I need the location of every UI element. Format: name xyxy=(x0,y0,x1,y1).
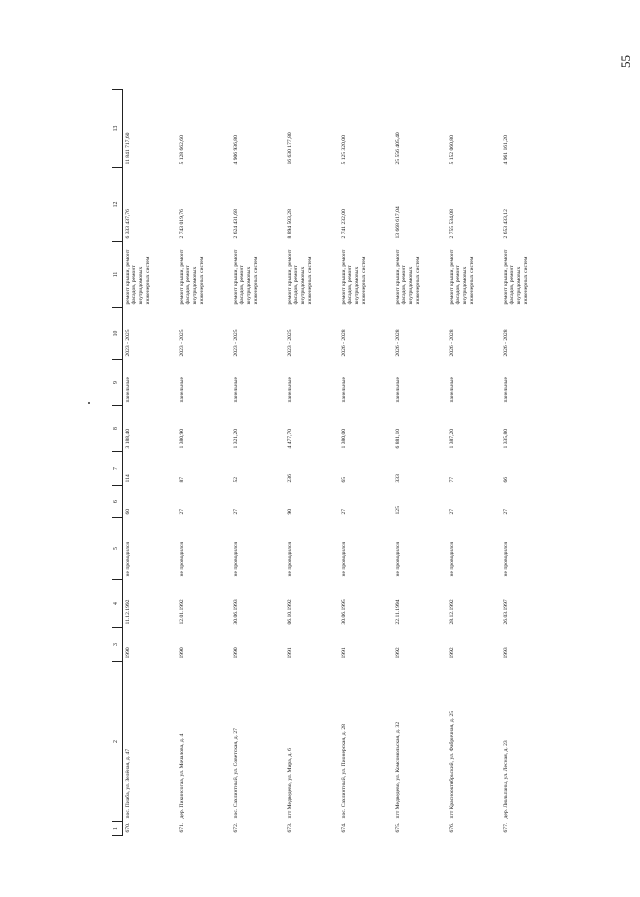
address-cell: дер. Люльпаны, ул. Лесная, д. 23 xyxy=(502,740,509,819)
period-cell: 2023 - 2025 xyxy=(286,329,293,357)
inspection-status-cell: не проводился xyxy=(394,542,401,577)
work-type-cell: ремонт крыши, ремонт фасадов, ремонт внутридомовых инженерных систем xyxy=(232,249,259,305)
wall-material-cell: панельные xyxy=(448,376,455,403)
period-cell: 2026 - 2028 xyxy=(340,329,347,357)
total-cost-cell: 4 906 936,80 xyxy=(232,135,239,165)
area-cell: 1 380,90 xyxy=(178,428,185,449)
col6-cell: 90 xyxy=(286,508,293,515)
period-cell: 2026 - 2028 xyxy=(502,329,509,357)
row-number: 673. xyxy=(286,822,293,833)
date-cell: 22.11.1994 xyxy=(394,599,401,625)
col6-cell: 27 xyxy=(232,508,239,515)
total-cost-cell: 5 125 320,00 xyxy=(340,135,347,165)
cost-cell: 2 653 433,12 xyxy=(502,209,509,239)
table-row xyxy=(122,90,177,836)
header-row xyxy=(112,90,122,836)
total-cost-cell: 5 152 060,80 xyxy=(448,135,455,165)
row-number: 676. xyxy=(448,822,455,833)
address-cell: пос. Сахлинтный, ул. Пионерская, д. 28 xyxy=(340,724,347,819)
total-cost-cell: 16 630 177,80 xyxy=(286,132,293,165)
address-cell: пос. Сахлинтный, ул. Советская, д. 27 xyxy=(232,728,239,819)
col7-cell: 114 xyxy=(124,474,131,483)
table-row xyxy=(339,90,393,836)
header-cell: 3 xyxy=(112,628,122,662)
cost-cell: 2 755 534,08 xyxy=(448,209,455,239)
col7-cell: 87 xyxy=(178,476,185,483)
header-cell: 9 xyxy=(112,360,122,406)
col6-cell: 27 xyxy=(448,508,455,515)
cost-cell: 2 743 019,76 xyxy=(178,209,185,239)
header-cell: 2 xyxy=(112,662,122,822)
year-built-cell: 1991 xyxy=(286,647,293,659)
header-cell: 11 xyxy=(112,242,122,308)
year-built-cell: 1991 xyxy=(340,647,347,659)
header-cell: 6 xyxy=(112,486,122,518)
col7-cell: 333 xyxy=(394,474,401,483)
address-cell: пгт Краснооктябрьский, ул. Фабричная, д. 25 xyxy=(448,710,455,819)
inspection-status-cell: не проводился xyxy=(286,542,293,577)
col7-cell: 52 xyxy=(232,476,239,483)
inspection-status-cell: не проводился xyxy=(448,542,455,577)
table-row xyxy=(393,90,447,836)
wall-material-cell: панельные xyxy=(502,376,509,403)
work-type-cell: ремонт крыши, ремонт фасадов, ремонт внутридомовых инженерных систем xyxy=(502,249,529,305)
cost-cell: 8 894 503,28 xyxy=(286,209,293,239)
area-cell: 1 380,00 xyxy=(340,428,347,449)
period-cell: 2026 - 2028 xyxy=(448,329,455,357)
work-type-cell: ремонт крыши, ремонт фасадов, ремонт внутридомовых инженерных систем xyxy=(394,249,421,305)
row-number: 677. xyxy=(502,822,509,833)
table-row xyxy=(231,90,285,836)
rotated-table xyxy=(112,90,534,836)
area-cell: 1 321,20 xyxy=(232,428,239,449)
cost-cell: 2 624 431,68 xyxy=(232,209,239,239)
col6-cell: 27 xyxy=(502,508,509,515)
year-built-cell: 1990 xyxy=(232,647,239,659)
wall-material-cell: панельные xyxy=(340,376,347,403)
header-cell: 13 xyxy=(112,90,122,168)
header-cell: 10 xyxy=(112,308,122,360)
work-type-cell: ремонт крыши, ремонт фасадов, ремонт внутридомовых инженерных систем xyxy=(286,249,313,305)
header-cell: 1 xyxy=(112,822,122,836)
col6-cell: 27 xyxy=(340,508,347,515)
year-built-cell: 1990 xyxy=(124,647,131,659)
col7-cell: 66 xyxy=(502,476,509,483)
total-cost-cell: 4 961 161,20 xyxy=(502,135,509,165)
date-cell: 30.06.1993 xyxy=(232,599,239,625)
work-type-cell: ремонт крыши, ремонт фасадов, ремонт внутридомовых инженерных систем xyxy=(448,249,475,305)
period-cell: 2023 - 2025 xyxy=(124,329,131,357)
period-cell: 2026 - 2028 xyxy=(394,329,401,357)
row-number: 670. xyxy=(124,822,131,833)
area-cell: 3 188,40 xyxy=(124,428,131,449)
col6-cell: 125 xyxy=(394,506,401,515)
row-number: 675. xyxy=(394,822,401,833)
address-cell: пгт Медведево, ул. Комсомольская, д. 32 xyxy=(394,721,401,819)
row-number: 672. xyxy=(232,822,239,833)
inspection-status-cell: не проводился xyxy=(124,542,131,577)
work-type-cell: ремонт крыши, ремонт фасадов, ремонт внутридомовых инженерных систем xyxy=(340,249,367,305)
area-cell: 1 387,20 xyxy=(448,428,455,449)
inspection-status-cell: не проводился xyxy=(340,542,347,577)
header-cell: 7 xyxy=(112,452,122,486)
row-number: 671. xyxy=(178,822,185,833)
work-type-cell: ремонт крыши, ремонт фасадов, ремонт внутридомовых инженерных систем xyxy=(178,249,205,305)
address-cell: дер. Пикинсогаа, ул. Мочалова, д. 4 xyxy=(178,733,185,819)
col7-cell: 65 xyxy=(340,476,347,483)
period-cell: 2023 - 2025 xyxy=(232,329,239,357)
table-row xyxy=(447,90,501,836)
cost-cell: 13 668 617,04 xyxy=(394,206,401,239)
inspection-status-cell: не проводился xyxy=(502,542,509,577)
year-built-cell: 1993 xyxy=(502,647,509,659)
total-cost-cell: 25 556 405,40 xyxy=(394,132,401,165)
total-cost-cell: 11 841 717,60 xyxy=(124,132,131,165)
inspection-status-cell: не проводился xyxy=(178,542,185,577)
cost-cell: 2 741 232,00 xyxy=(340,209,347,239)
header-cell: 5 xyxy=(112,518,122,580)
header-cell: 4 xyxy=(112,580,122,628)
row-number: 674. xyxy=(340,822,347,833)
page-number: 55 xyxy=(618,55,633,68)
wall-material-cell: панельные xyxy=(394,376,401,403)
date-cell: 28.12.1992 xyxy=(448,599,455,625)
table-row xyxy=(285,90,339,836)
year-built-cell: 1992 xyxy=(394,647,401,659)
wall-material-cell: панельные xyxy=(124,376,131,403)
header-cell: 12 xyxy=(112,168,122,242)
area-cell: 4 477,70 xyxy=(286,428,293,449)
table-row xyxy=(501,90,555,836)
year-built-cell: 1990 xyxy=(178,647,185,659)
work-type-cell: ремонт крыши, ремонт фасадов, ремонт внутридомовых инженерных систем xyxy=(124,249,151,305)
date-cell: 30.06.1995 xyxy=(340,599,347,625)
address-cell: пгт Медведево, ул. Мира, д. 6 xyxy=(286,748,293,819)
area-cell: 6 881,10 xyxy=(394,428,401,449)
col6-cell: 60 xyxy=(124,508,131,515)
scan-speck xyxy=(88,402,90,404)
col6-cell: 27 xyxy=(178,508,185,515)
date-cell: 26.03.1997 xyxy=(502,599,509,625)
date-cell: 06.10.1992 xyxy=(286,599,293,625)
area-cell: 1 335,80 xyxy=(502,428,509,449)
wall-material-cell: панельные xyxy=(178,376,185,403)
date-cell: 12.01.1992 xyxy=(178,599,185,625)
repair-program-table xyxy=(112,89,555,836)
cost-cell: 6 333 437,76 xyxy=(124,209,131,239)
total-cost-cell: 5 128 662,60 xyxy=(178,135,185,165)
year-built-cell: 1992 xyxy=(448,647,455,659)
col7-cell: 77 xyxy=(448,476,455,483)
wall-material-cell: панельные xyxy=(286,376,293,403)
col7-cell: 236 xyxy=(286,474,293,483)
table-row xyxy=(177,90,231,836)
address-cell: пос. Пиаба, ул. Зелёная, д. 47 xyxy=(124,748,131,819)
header-cell: 8 xyxy=(112,406,122,452)
wall-material-cell: панельные xyxy=(232,376,239,403)
inspection-status-cell: не проводился xyxy=(232,542,239,577)
date-cell: 11.12.1992 xyxy=(124,599,131,625)
period-cell: 2023 - 2025 xyxy=(178,329,185,357)
